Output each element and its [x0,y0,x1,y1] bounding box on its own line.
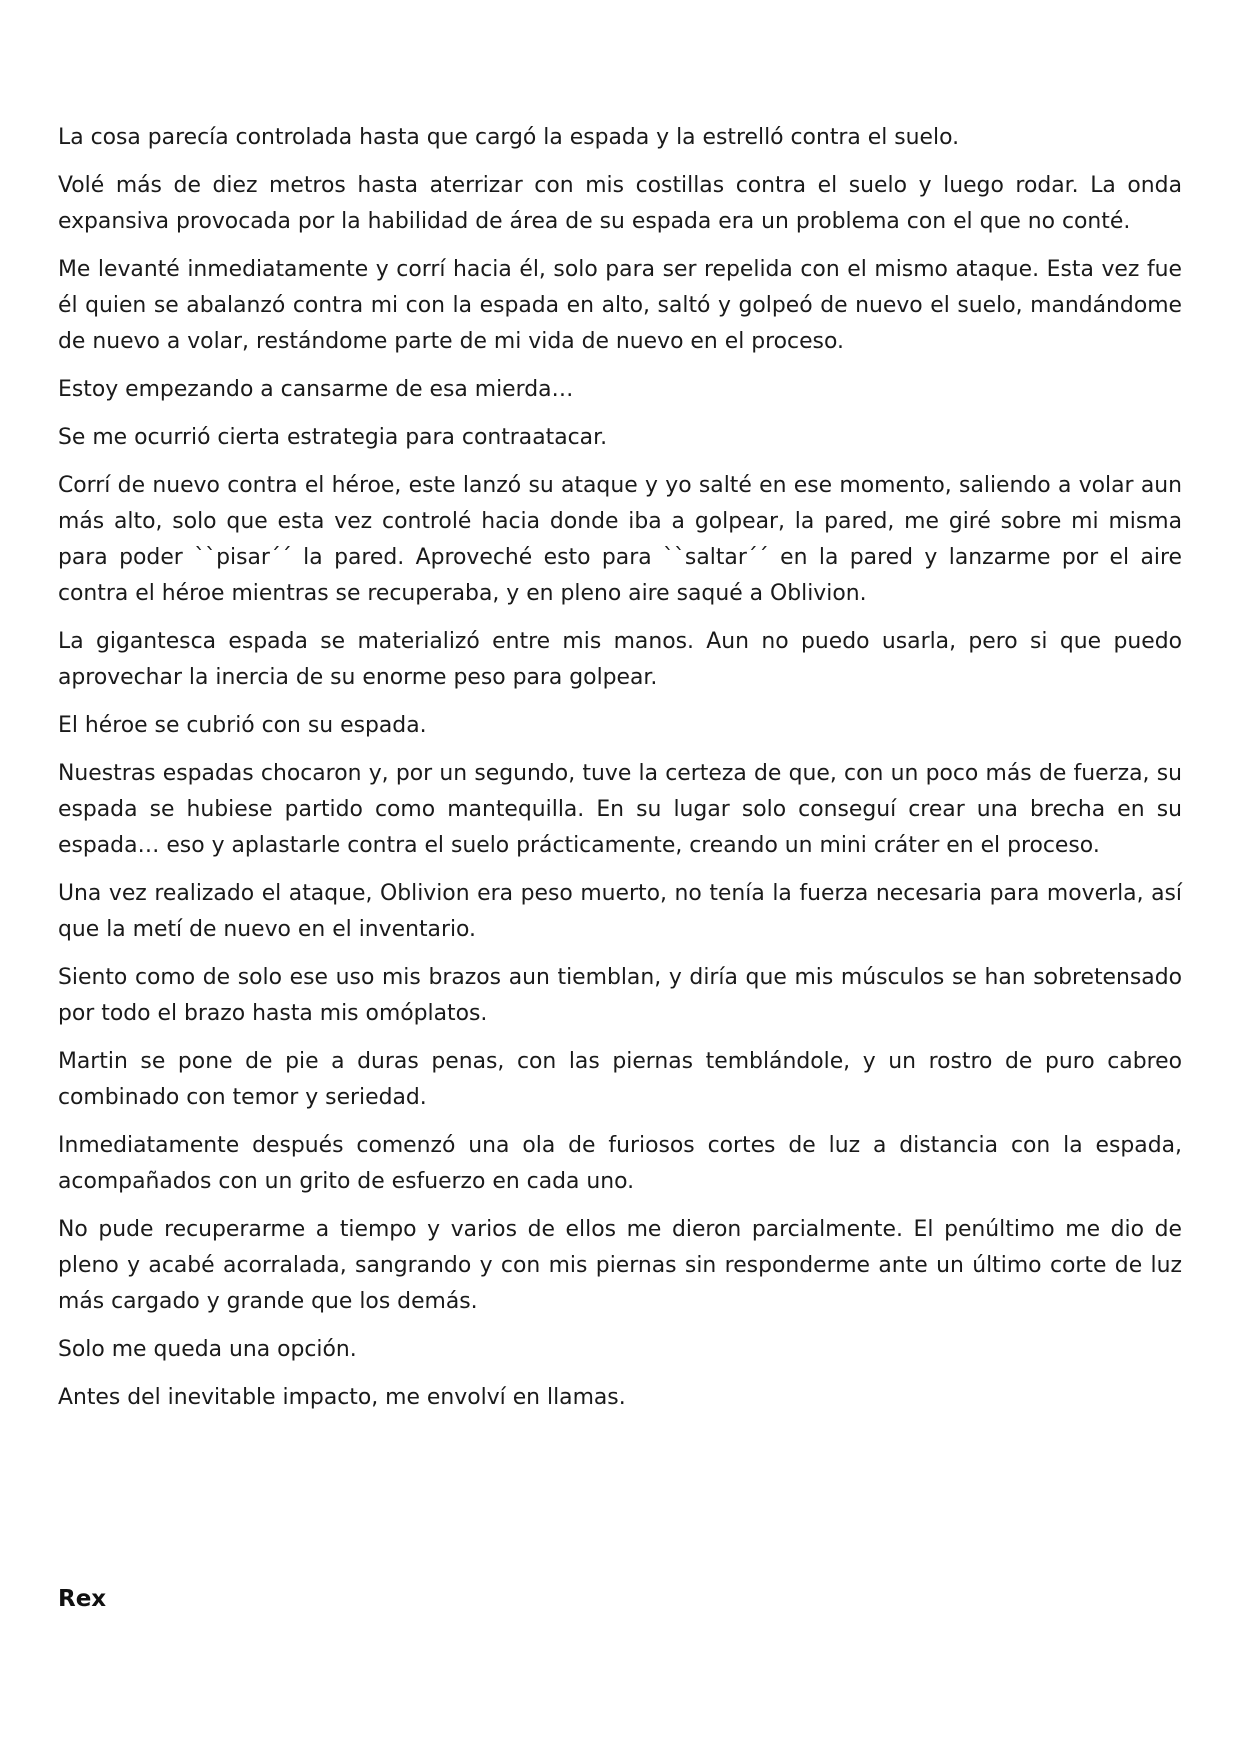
paragraph-14: No pude recuperarme a tiempo y varios de ellos me dieron parcialmente. El penúltimo me dio de pleno y acabé acorralada, sangrando y con mis piernas sin responderme ante un último corte de luz más cargado y grande que los demás. [58,1217,1182,1314]
paragraph-15: Solo me queda una opción. [58,1337,357,1362]
paragraph-1: La cosa parecía controlada hasta que cargó la espada y la estrelló contra el suelo. [58,125,960,150]
paragraph-10: Una vez realizado el ataque, Oblivion era peso muerto, no tenía la fuerza necesaria para moverla, así que la metí de nuevo en el inventario. [58,881,1182,942]
paragraph-12: Martin se pone de pie a duras penas, con las piernas temblándole, y un rostro de puro cabreo combinado con temor y seriedad. [58,1049,1182,1110]
paragraph-7: La gigantesca espada se materializó entre mis manos. Aun no puedo usarla, pero si que puedo aprovechar la inercia de su enorme peso para golpear. [58,629,1182,690]
paragraph-6: Corrí de nuevo contra el héroe, este lanzó su ataque y yo salté en ese momento, saliendo a volar aun más alto, solo que esta vez controlé hacia donde iba a golpear, la pared, me giré sobre mi misma para poder ``pisar´´ la pared. Aproveché esto para ``saltar´´ en la pared y lanzarme por el aire contra el héroe mientras se recuperaba, y en pleno aire saqué a Oblivion. [58,473,1182,606]
document-body [58,120,1182,1416]
paragraph-5: Se me ocurrió cierta estrategia para contraatacar. [58,425,608,450]
paragraph-4: Estoy empezando a cansarme de esa mierda… [58,377,574,402]
paragraph-3: Me levanté inmediatamente y corrí hacia él, solo para ser repelida con el mismo ataque. Esta vez fue él quien se abalanzó contra mi con la espada en alto, saltó y golpeó de nuevo el suelo, mandándome de nuevo a volar, restándome parte de mi vida de nuevo en el proceso. [58,257,1182,354]
paragraph-9: Nuestras espadas chocaron y, por un segundo, tuve la certeza de que, con un poco más de fuerza, su espada se hubiese partido como mantequilla. En su lugar solo conseguí crear una brecha en su espada… eso y aplastarle contra el suelo prácticamente, creando un mini cráter en el proceso. [58,761,1182,858]
author-signature: Rex [58,1586,107,1612]
paragraph-2: Volé más de diez metros hasta aterrizar con mis costillas contra el suelo y luego rodar. La onda expansiva provocada por la habilidad de área de su espada era un problema con el que no conté. [58,173,1182,234]
paragraph-13: Inmediatamente después comenzó una ola de furiosos cortes de luz a distancia con la espada, acompañados con un grito de esfuerzo en cada uno. [58,1133,1182,1194]
paragraph-11: Siento como de solo ese uso mis brazos aun tiemblan, y diría que mis músculos se han sobretensado por todo el brazo hasta mis omóplatos. [58,965,1182,1026]
paragraph-16: Antes del inevitable impacto, me envolví en llamas. [58,1385,626,1410]
paragraph-8: El héroe se cubrió con su espada. [58,713,427,738]
